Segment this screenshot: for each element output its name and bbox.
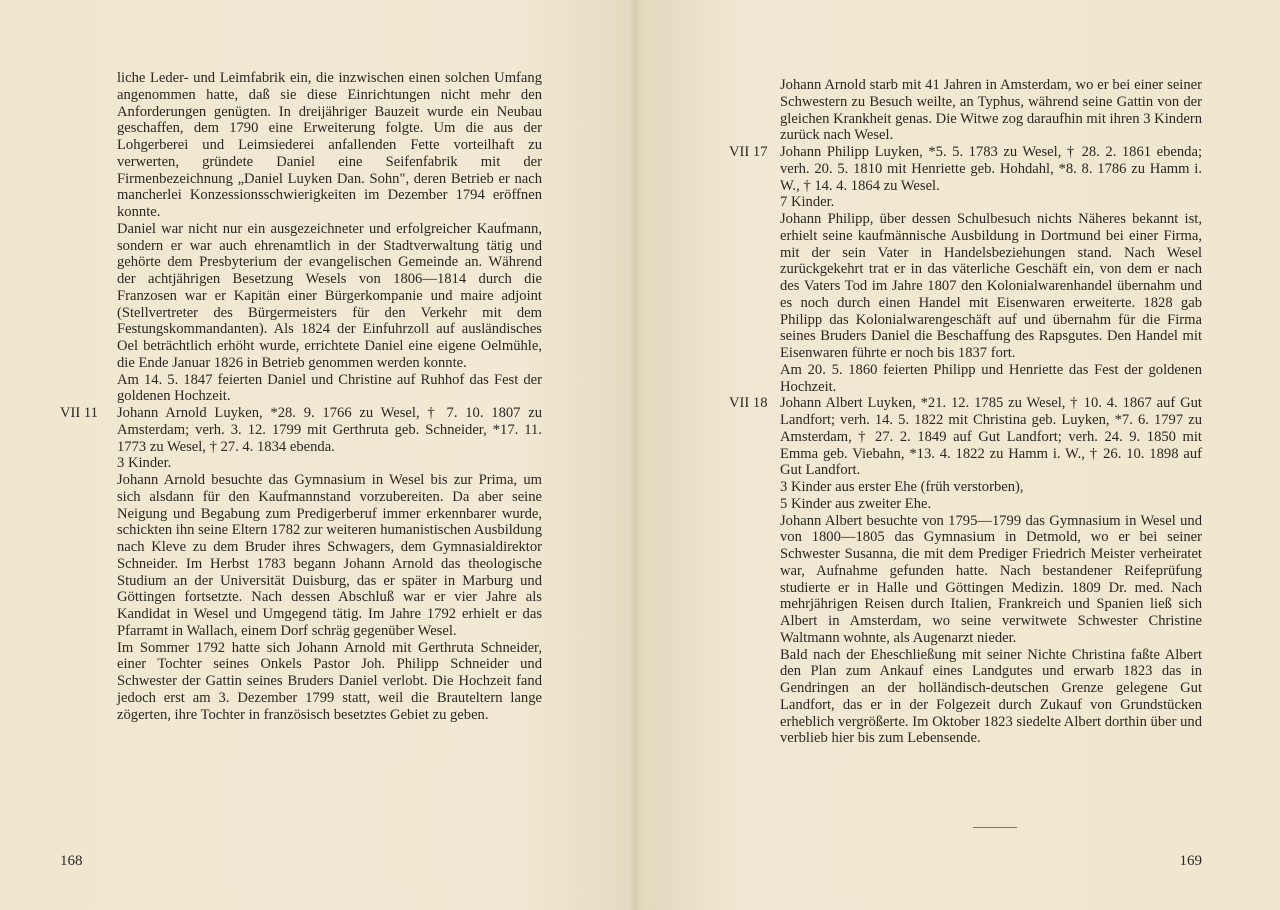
paragraph: Daniel war nicht nur ein ausgezeichneter und erfolgreicher Kaufmann, sondern er war auch ehrenamtlich in der Stadtverwaltung tätig und gehörte dem Presbyterium der evangelischen Gemeinde an. Während der achtjährigen Besetzung Wesels von 1806—1814 durch die Franzosen war er Kapitän einer Bürgerkompanie und maire adjoint (Stellvertreter des Bürgermeisters für den Verkehr mit dem Festungskommandanten). Als 1824 der Einfuhrzoll auf ausländisches Oel beträchtlich erhöht wurde, errichtete Daniel eine eigene Oelmühle, die Ende Januar 1826 in Betrieb genommen werden konnte. [117,220,542,371]
paragraph: Johann Arnold starb mit 41 Jahren in Amsterdam, wo er bei einer seiner Schwestern zu Besuch weilte, an Typhus, während seine Gattin von der gleichen Krankheit genas. Die Witwe zog daraufhin mit ihren 3 Kindern zurück nach Wesel. [780,77,1202,144]
entry-code: VII 11 [60,405,98,421]
paragraph: Johann Albert besuchte von 1795—1799 das Gymnasium in Wesel und von 1800—1805 das Gymnasium in Detmold, wo er bei seiner Schwester Susanna, die mit dem Prediger Friedrich Meister verheiratet war, Aufnahme gefunden hatte. Nach bestandener Reifeprüfung studierte er in Halle und Göttingen Medizin. 1809 Dr. med. Nach mehrjährigen Reisen durch Italien, Frankreich und Spanien ließ sich Albert in Amsterdam, wo seine verwitwete Schwester Christine Waltmann wohnte, als Augenarzt nieder. [780,512,1202,646]
entry-header: Johann Philipp Luyken, *5. 5. 1783 zu Wesel, † 28. 2. 1861 ebenda; verh. 20. 5. 1810 mit Henriette geb. Hohdahl, *8. 8. 1786 zu Hamm i. W., † 14. 4. 1864 zu Wesel. [780,144,1202,194]
genealogy-entry [60,405,542,723]
section-divider [973,827,1017,828]
paragraph: Am 20. 5. 1860 feierten Philipp und Henriette das Fest der goldenen Hochzeit. [780,361,1202,395]
left-page-text [60,70,542,723]
entry-code: VII 17 [729,144,768,160]
paragraph: Bald nach der Eheschließung mit seiner Nichte Christina faßte Albert den Plan zum Ankauf eines Landgutes und erwarb 1823 das in Gendringen an der holländisch-deutschen Grenze gelegene Gut Landfort, das er in der Folgezeit durch Zukauf von Grundstücken erheblich vergrößerte. Im Oktober 1823 siedelte Albert dorthin über und verblieb hier bis zum Lebensende. [780,646,1203,747]
paragraph: Am 14. 5. 1847 feierten Daniel und Christine auf Ruhhof das Fest der goldenen Hochzeit. [117,371,542,405]
entry-children: 3 Kinder. [117,455,172,472]
paragraph: liche Leder- und Leimfabrik ein, die inzwischen einen solchen Umfang angenommen hatte, daß sie diese Einrichtungen nicht mehr den Anforderungen genügten. In dreijähriger Bauzeit wurde ein Neubau geschaffen, dem 1790 eine Erweiterung folgte. Um die aus der Lohgerberei und Leimsiederei anfallenden Fette vorteilhaft zu verwerten, gründete Daniel eine Seifenfabrik mit der Firmenbezeichnung „Daniel Luyken Dan. Sohn", deren Betrieb er nach mancherlei Konzessionsschwierigkeiten im Dezember 1794 eröffnen konnte. [117,70,542,220]
paragraph: Johann Arnold besuchte das Gymnasium in Wesel bis zur Prima, um sich alsdann für den Kaufmannstand vorzubereiten. Da aber seine Neigung und Begabung zum Predigerberuf immer erkennbarer wurde, schickten ihn seine Eltern 1782 zur weiteren humanistischen Ausbildung nach Kleve zu dem Bruder ihres Schwagers, dem Gymnasialdirektor Schneider. Im Herbst 1783 begann Johann Arnold das theologische Studium an der Universität Duisburg, das er später in Marburg und Göttingen fortsetzte. Nach dessen Abschluß war er vier Jahre als Kandidat in Wesel und Umgegend tätig. Im Jahre 1792 erhielt er das Pfarramt in Wallach, einem Dorf schräg gegenüber Wesel. [117,472,542,639]
entry-header: Johann Arnold Luyken, *28. 9. 1766 zu Wesel, † 7. 10. 1807 zu Amsterdam; verh. 3. 12. 1799 mit Gerthruta geb. Schneider, *17. 11. 1773 zu Wesel, † 27. 4. 1834 ebenda. [117,405,542,455]
page-number: 169 [1179,853,1202,869]
entry-children: 7 Kinder. [780,194,835,211]
entry-code: VII 18 [729,395,768,412]
right-page-text [729,77,1203,747]
paragraph: Im Sommer 1792 hatte sich Johann Arnold mit Gerthruta Schneider, einer Tochter seines Onkels Pastor Joh. Philipp Schneider und Schwester der Gattin seines Bruders Daniel verlobt. Die Hochzeit fand jedoch erst am 3. Dezember 1799 statt, weil die Brauteltern lange zögerten, ihre Tochter in französisch besetztes Gebiet zu geben. [117,639,542,723]
entry-children: 3 Kinder aus erster Ehe (früh verstorben), [780,479,1024,495]
right-page [636,0,1280,910]
left-page [0,0,630,910]
genealogy-entry [729,144,1202,395]
genealogy-entry [729,395,1203,747]
entry-header: Johann Albert Luyken, *21. 12. 1785 zu Wesel, † 10. 4. 1867 auf Gut Landfort; verh. 14. 5. 1822 mit Christina geb. Luyken, *7. 6. 1797 zu Amsterdam, † 27. 2. 1849 auf Gut Landfort; verh. 24. 9. 1850 mit Emma geb. Viebahn, *13. 4. 1822 zu Hamm i. W., † 26. 10. 1898 auf Gut Landfort. [780,395,1202,479]
paragraph: Johann Philipp, über dessen Schulbesuch nichts Näheres bekannt ist, erhielt seine kaufmännische Ausbildung in Dortmund bei einer Firma, mit der sein Vater in Handelsbeziehungen stand. Nach Wesel zurückgekehrt trat er in das väterliche Geschäft ein, von dem er nach des Vaters Tod im Jahre 1807 den Kolonialwarenhandel übernahm und es noch durch einen Handel mit Eisenwaren erweiterte. 1828 gab Philipp das Kolonialwarengeschäft auf und übernahm für die Firma seines Bruders Daniel die Beschaffung des Rapsgutes. Den Handel mit Eisenwaren führte er noch bis 1837 fort. [780,211,1202,361]
page-number: 168 [60,853,83,869]
entry-children: 5 Kinder aus zweiter Ehe. [780,495,932,512]
